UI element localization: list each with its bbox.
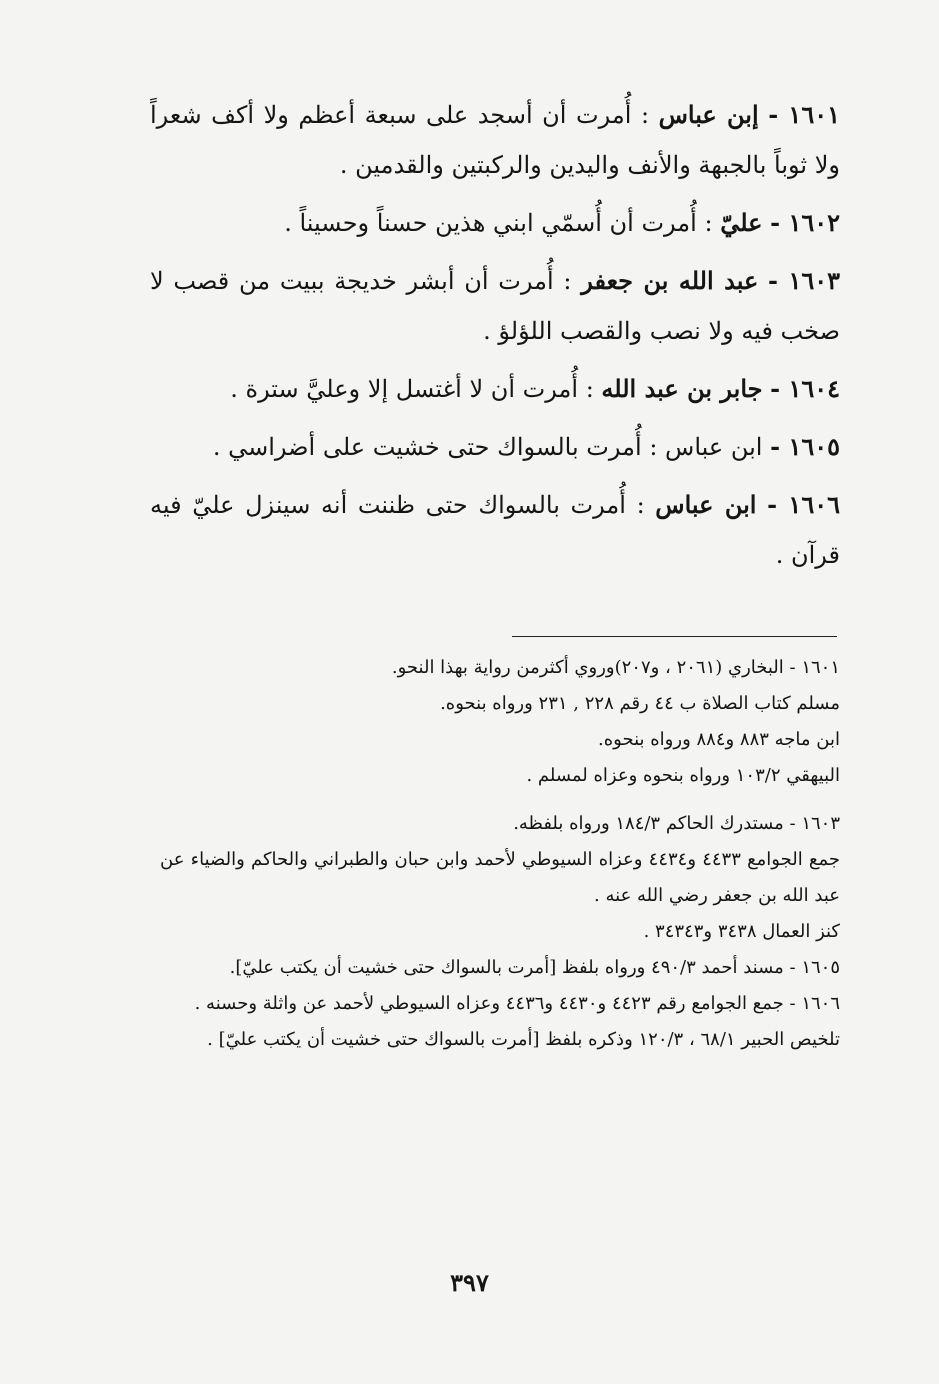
hadith-number: ١٦٠٣ - [768, 266, 840, 295]
footnote-line: ابن ماجه ٨٨٣ و٨٨٤ ورواه بنحوه. [598, 729, 840, 750]
footnote-line: مسلم كتاب الصلاة ب ٤٤ رقم ٢٢٨ , ٢٣١ ورواه بنحوه. [440, 693, 840, 714]
hadith-entry-1606 [150, 480, 840, 580]
hadith-number: ١٦٠٦ - [767, 490, 840, 519]
hadith-text: أُمرت أن أسجد على سبعة أعظم ولا أكف شعراً ولا ثوباً بالجبهة والأنف واليدين والركبتين والقدمين . [150, 101, 840, 179]
hadith-number: ١٦٠٥ - [770, 432, 840, 461]
hadith-text: أُمرت أن أُسمّي ابني هذين حسناً وحسيناً . [284, 209, 697, 237]
hadith-text: أُمرت أن لا أغتسل إلا وعليَّ سترة . [230, 375, 579, 403]
hadith-separator: : [636, 491, 645, 519]
footnote-line: ١٦٠٥ - مسند أحمد ٤٩٠/٣ ورواه بلفظ [أمرت بالسواك حتى خشيت أن يكتب عليّ]. [229, 957, 840, 978]
footnote-line: تلخيص الحبير ٦٨/١ ، ١٢٠/٣ وذكره بلفظ [أمرت بالسواك حتى خشيت أن يكتب عليّ] . [207, 1029, 840, 1050]
hadith-text: أُمرت بالسواك حتى ظننت أنه سينزل عليّ فيه قرآن . [150, 491, 840, 569]
hadith-separator: : [649, 433, 658, 461]
footnote-line: ١٦٠٦ - جمع الجوامع رقم ٤٤٢٣ و٤٤٣٠ و٤٤٣٦ وعزاه السيوطي لأحمد عن واثلة وحسنه . [194, 993, 840, 1014]
footnote-line: جمع الجوامع ٤٤٣٣ و٤٤٣٤ وعزاه السيوطي لأحمد وابن حبان والطبراني والحاكم والضياء عن عبد الله بن جعفر رضي الله عنه . [160, 849, 840, 906]
hadith-text: أُمرت بالسواك حتى خشيت على أضراسي . [212, 433, 642, 461]
hadith-narrator: ابن عباس [665, 433, 763, 461]
hadith-text: أُمرت أن أبشر خديجة ببيت من قصب لا صخب فيه ولا نصب والقصب اللؤلؤ . [150, 267, 840, 345]
footnote-line: ١٦٠١ - البخاري (٢٠٦١ ، و٢٠٧)وروي أكثرمن رواية بهذا النحو. [391, 657, 840, 678]
footnote-divider [512, 636, 837, 637]
hadith-narrator: ابن عباس [655, 490, 757, 519]
hadith-narrator: عليّ [720, 208, 763, 237]
hadith-separator: : [563, 267, 572, 295]
hadith-entry-1605 [150, 422, 840, 472]
hadith-number: ١٦٠٢ - [770, 208, 840, 237]
footnotes [160, 650, 840, 1058]
hadith-narrator: إبن عباس [658, 100, 759, 129]
hadith-narrator: عبد الله بن جعفر [581, 266, 759, 295]
hadith-separator: : [704, 209, 713, 237]
hadith-entry-1604 [150, 364, 840, 414]
hadith-number: ١٦٠١ - [768, 100, 840, 129]
footnote-line: كنز العمال ٣٤٣٨ و٣٤٣٤٣ . [643, 921, 840, 942]
footnote-line: البيهقي ١٠٣/٢ ورواه بنحوه وعزاه لمسلم . [526, 765, 840, 786]
hadith-entry-1603 [150, 256, 840, 356]
main-text [150, 90, 840, 588]
footnote-line: ١٦٠٣ - مستدرك الحاكم ١٨٤/٣ ورواه بلفظه. [513, 813, 840, 834]
hadith-narrator: جابر بن عبد الله [601, 374, 763, 403]
hadith-entry-1602 [150, 198, 840, 248]
hadith-number: ١٦٠٤ - [770, 374, 840, 403]
hadith-separator: : [585, 375, 594, 403]
hadith-entry-1601 [150, 90, 840, 190]
hadith-separator: : [640, 101, 650, 129]
page-number: ٣٩٧ [450, 1268, 489, 1297]
